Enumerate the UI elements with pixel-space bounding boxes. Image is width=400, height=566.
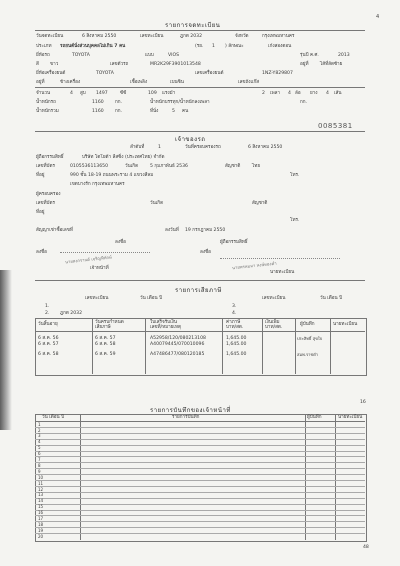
nationality-label: สัญชาติ bbox=[225, 164, 241, 169]
signature-line bbox=[60, 252, 150, 253]
row-divider bbox=[35, 521, 365, 522]
birthday-label: วันเกิด bbox=[125, 164, 139, 169]
possession-date-label: วันที่ครอบครองรถ bbox=[185, 145, 221, 150]
value: VIOS bbox=[168, 53, 180, 58]
row-divider bbox=[35, 456, 365, 457]
record-title: รายการบันทึกของเจ้าหน้าที่ bbox=[150, 407, 231, 414]
row-divider bbox=[35, 492, 365, 493]
address-line-1: 990 ชั้น 18-19 ถนนพระราม 4 แขวงสีลม bbox=[70, 173, 154, 178]
address-line-2: เขตบางรัก กรุงเทพมหานคร bbox=[70, 182, 125, 187]
label: อยู่ที่ bbox=[36, 80, 45, 85]
label: ประเภท bbox=[36, 44, 52, 49]
row-divider bbox=[35, 480, 365, 481]
row-divider bbox=[35, 427, 365, 428]
cell: 1,645.00 bbox=[226, 336, 247, 341]
label: จังหวัด bbox=[235, 34, 249, 39]
header-surcharge: เงินเพิ่ม บาท/สต. bbox=[265, 320, 283, 330]
value: 1160 bbox=[92, 100, 104, 105]
cell: A52958/120/080213108 bbox=[150, 336, 206, 341]
signature-label: ลงชื่อ bbox=[115, 240, 126, 245]
bottom-number: 48 bbox=[363, 545, 369, 550]
row-divider bbox=[35, 439, 365, 440]
header-recorder: ผู้บันทึก bbox=[300, 322, 315, 327]
signature-line bbox=[220, 258, 340, 259]
cell: A40079445/070010096 bbox=[150, 342, 205, 347]
document-code: 0085381 bbox=[318, 122, 353, 130]
tax-row-num: 2. bbox=[45, 311, 50, 316]
record-row-number: 6 bbox=[38, 451, 41, 457]
officer-role: เจ้าหน้าที่ bbox=[90, 266, 109, 271]
label: เลขทะเบียน bbox=[140, 34, 164, 39]
label: อยู่ที่ bbox=[300, 62, 309, 67]
address-label: ที่อยู่ bbox=[36, 173, 45, 178]
record-row-number: 16 bbox=[38, 510, 44, 516]
label: น้ำหนักรวม bbox=[36, 109, 59, 114]
label: น้ำหนักรถ bbox=[36, 100, 56, 105]
divider bbox=[35, 131, 365, 132]
value: 1160 bbox=[92, 109, 104, 114]
header-registrar: นายทะเบียน bbox=[333, 322, 358, 327]
row-divider bbox=[35, 527, 365, 528]
row-divider bbox=[35, 498, 365, 499]
record-row-number: 20 bbox=[38, 533, 44, 539]
value: MR2K29F3901013548 bbox=[150, 62, 201, 67]
value: ข้างเครื่อง bbox=[60, 80, 81, 85]
col-divider bbox=[145, 318, 146, 374]
possessor-address-label: ที่อยู่ bbox=[36, 210, 45, 215]
tax-row-num: 4. bbox=[232, 311, 237, 316]
divider bbox=[35, 280, 365, 281]
registration-title: รายการจดทะเบียน bbox=[165, 22, 221, 29]
row-divider bbox=[35, 462, 365, 463]
seq-label: ลำดับที่ bbox=[130, 145, 145, 150]
cell: 6 ส.ค. 58 bbox=[38, 352, 59, 357]
record-row-number: 10 bbox=[38, 474, 44, 480]
contract-date: 19 กรกฎาคม 2550 bbox=[185, 228, 226, 233]
owner-title: เจ้าของรถ bbox=[175, 136, 206, 143]
page-number: 4 bbox=[376, 14, 380, 20]
registrar-stamp: นายพรหมมา หงษ์ทองคำ bbox=[231, 260, 277, 271]
label: กก. bbox=[115, 100, 123, 105]
tax-col-date-2: วัน เดือน ปี bbox=[320, 296, 343, 301]
row-divider bbox=[35, 486, 365, 487]
label: จำนวน bbox=[36, 91, 51, 96]
record-row-number: 15 bbox=[38, 504, 44, 510]
col-divider bbox=[330, 318, 331, 374]
record-row-number: 18 bbox=[38, 521, 44, 527]
value: เก๋งสองตอน bbox=[268, 44, 292, 49]
row-divider bbox=[35, 433, 365, 434]
record-row-number: 7 bbox=[38, 457, 41, 462]
label: ที่นั่ง bbox=[150, 109, 159, 114]
cell: 6 ส.ค. 56 bbox=[38, 336, 59, 341]
row-divider bbox=[35, 510, 365, 511]
right-holder-label: ผู้ถือกรรมสิทธิ์ bbox=[36, 155, 64, 160]
label: (รย. bbox=[195, 44, 204, 49]
value: 4 bbox=[288, 91, 291, 96]
record-row-number: 3 bbox=[38, 433, 41, 439]
scan-shadow bbox=[0, 270, 12, 430]
value: 4 bbox=[326, 91, 329, 96]
label: เชื้อเพลิง bbox=[130, 80, 148, 85]
value: ไส้ที่ลัดซ้าย bbox=[320, 62, 343, 67]
nationality: ไทย bbox=[252, 164, 261, 169]
record-row-number: 11 bbox=[38, 480, 44, 486]
label: เลขเครื่องยนต์ bbox=[195, 71, 224, 76]
row-divider bbox=[35, 445, 365, 446]
label: ล้อ bbox=[295, 91, 301, 96]
label: เลขถังแก๊ส bbox=[238, 80, 260, 85]
cell: สมพ.ราชดำ bbox=[297, 352, 318, 357]
value: 4 bbox=[70, 91, 73, 96]
value: 2 bbox=[262, 91, 265, 96]
value: TOYOTA bbox=[96, 71, 114, 76]
possession-date: 6 สิงหาคม 2550 bbox=[248, 145, 283, 150]
label: ซีซี bbox=[120, 91, 127, 96]
label: สี bbox=[36, 62, 39, 67]
possessor-label: ผู้ครอบครอง bbox=[36, 192, 61, 197]
possessor-id-label: เลขที่บัตร bbox=[36, 201, 55, 206]
official-stamp: นายสงกรานต์ เจริญพิทักษ์ bbox=[64, 254, 112, 265]
tax-col-date: วัน เดือน ปี bbox=[140, 296, 163, 301]
record-row-number: 17 bbox=[38, 516, 44, 521]
label: วันจดทะเบียน bbox=[36, 34, 64, 39]
tax-row-num: 1. bbox=[45, 304, 50, 309]
row-divider bbox=[35, 468, 365, 469]
label: รุ่นปี ค.ศ. bbox=[300, 53, 319, 58]
possessor-birthday-label: วันเกิด bbox=[150, 201, 164, 206]
label: เลขตัวรถ bbox=[110, 62, 129, 67]
label: กก. bbox=[300, 100, 308, 105]
col-divider bbox=[222, 318, 223, 374]
tax-title: รายการเสียภาษี bbox=[175, 287, 222, 294]
possessor-tel-label: โทร. bbox=[290, 218, 300, 223]
label: สูบ bbox=[80, 91, 86, 96]
record-row-number: 12 bbox=[38, 486, 44, 492]
cell: 6 ส.ค. 57 bbox=[95, 336, 116, 341]
label: น้ำหนักบรรทุก/น้ำหนักลงเพลา bbox=[150, 100, 210, 105]
value: 2013 bbox=[338, 53, 350, 58]
cell: A47486477/080120185 bbox=[150, 352, 205, 357]
label: กก. bbox=[115, 109, 123, 114]
label: ) ลักษณะ bbox=[225, 44, 244, 49]
contract-date-label: ลงวันที่ bbox=[165, 228, 179, 233]
label: ยาง bbox=[310, 91, 318, 96]
cell: 6 ส.ค. 57 bbox=[38, 342, 59, 347]
signature-label: ลงชื่อ bbox=[36, 250, 47, 255]
row-divider bbox=[35, 504, 365, 505]
record-row-number: 1 bbox=[38, 421, 41, 427]
record-header-registrar: นายทะเบียน bbox=[338, 415, 363, 420]
tax-table bbox=[35, 318, 367, 376]
value: ขาว bbox=[50, 62, 59, 67]
value: เบนซิน bbox=[170, 80, 184, 85]
record-header-date: วัน เดือน ปี bbox=[42, 415, 65, 420]
value: 1 bbox=[212, 44, 215, 49]
divider bbox=[35, 30, 365, 31]
cell: 1,645.00 bbox=[226, 352, 247, 357]
tax-row-num: 3. bbox=[232, 304, 237, 309]
record-row-number: 4 bbox=[38, 439, 41, 445]
side-number: 16 bbox=[360, 400, 366, 405]
record-header-entry: รายการบันทึก bbox=[172, 415, 200, 420]
row-divider bbox=[35, 451, 365, 452]
cell: 1,645.00 bbox=[226, 342, 247, 347]
col-divider bbox=[295, 318, 296, 374]
label: เพลา bbox=[270, 91, 280, 96]
value: 1NZ-Y829807 bbox=[262, 71, 293, 76]
id-label: เลขที่บัตร bbox=[36, 164, 55, 169]
divider bbox=[35, 87, 365, 88]
label: ยี่ห้อรถ bbox=[36, 53, 50, 58]
record-row-number: 2 bbox=[38, 427, 41, 433]
header-tax: ค่าภาษี บาท/สต. bbox=[226, 320, 244, 330]
birthday: 5 กุมภาพันธ์ 2536 bbox=[150, 164, 188, 169]
value: 6 สิงหาคม 2550 bbox=[82, 34, 117, 39]
table-header-divider bbox=[35, 331, 365, 332]
record-row-number: 9 bbox=[38, 468, 41, 474]
label: เส้น bbox=[334, 91, 342, 96]
contract-label: สัญญาเช่าซื้อเลขที่ bbox=[36, 228, 73, 233]
right-holder-name: บริษัท โตโยต้า ลีสซิ่ง (ประเทศไทย) จำกัด bbox=[82, 155, 165, 160]
record-row-number: 19 bbox=[38, 527, 44, 533]
tel-label: โทร. bbox=[290, 173, 300, 178]
tax-col-reg-2: เลขทะเบียน bbox=[262, 296, 286, 301]
value: ฎกต 2032 bbox=[180, 34, 202, 39]
label: แบบ bbox=[145, 53, 154, 58]
table-header-divider bbox=[35, 421, 365, 422]
right-holder-role: ผู้ถือกรรมสิทธิ์ bbox=[220, 240, 248, 245]
record-row-number: 13 bbox=[38, 492, 44, 498]
possessor-nationality-label: สัญชาติ bbox=[252, 201, 268, 206]
seq-value: 1 bbox=[158, 145, 161, 150]
value: 5 bbox=[172, 109, 175, 114]
col-divider bbox=[92, 318, 93, 374]
label: แรงม้า bbox=[162, 91, 176, 96]
value: 109 bbox=[148, 91, 157, 96]
record-row-number: 5 bbox=[38, 445, 41, 451]
cell: ประสิทธิ์ สุขใจ bbox=[297, 336, 323, 341]
row-divider bbox=[35, 533, 365, 534]
tax-col-reg: เลขทะเบียน bbox=[85, 296, 109, 301]
record-header-recorder: ผู้บันทึก bbox=[307, 415, 322, 420]
value: กรุงเทพมหานคร bbox=[262, 34, 295, 39]
cell: 6 ส.ค. 59 bbox=[95, 352, 116, 357]
id-number: 0105536113650 bbox=[70, 164, 108, 169]
row-divider bbox=[35, 515, 365, 516]
label: ยี่ห้อเครื่องยนต์ bbox=[36, 71, 66, 76]
row-divider bbox=[35, 474, 365, 475]
label: คน bbox=[182, 109, 189, 114]
col-divider bbox=[262, 318, 263, 374]
value: รถยนต์นั่งส่วนบุคคลไม่เกิน 7 คน bbox=[60, 44, 126, 49]
value: 1497 bbox=[96, 91, 108, 96]
registrar-role: นายทะเบียน bbox=[270, 270, 295, 275]
value: TOYOTA bbox=[72, 53, 90, 58]
header-due: วันครบกำหนด เสียภาษี bbox=[95, 320, 124, 330]
cell: 6 ส.ค. 58 bbox=[95, 342, 116, 347]
tax-row-reg: ฎกต 2032 bbox=[60, 311, 82, 316]
header-receipt: ใบเสร็จรับเงิน เลขที่/หมายเหตุ bbox=[150, 320, 182, 330]
header-expiry: วันสิ้นอายุ bbox=[38, 322, 58, 327]
registrar-signature-label: ลงชื่อ bbox=[200, 250, 211, 255]
record-row-number: 8 bbox=[38, 462, 41, 468]
record-row-number: 14 bbox=[38, 498, 44, 504]
